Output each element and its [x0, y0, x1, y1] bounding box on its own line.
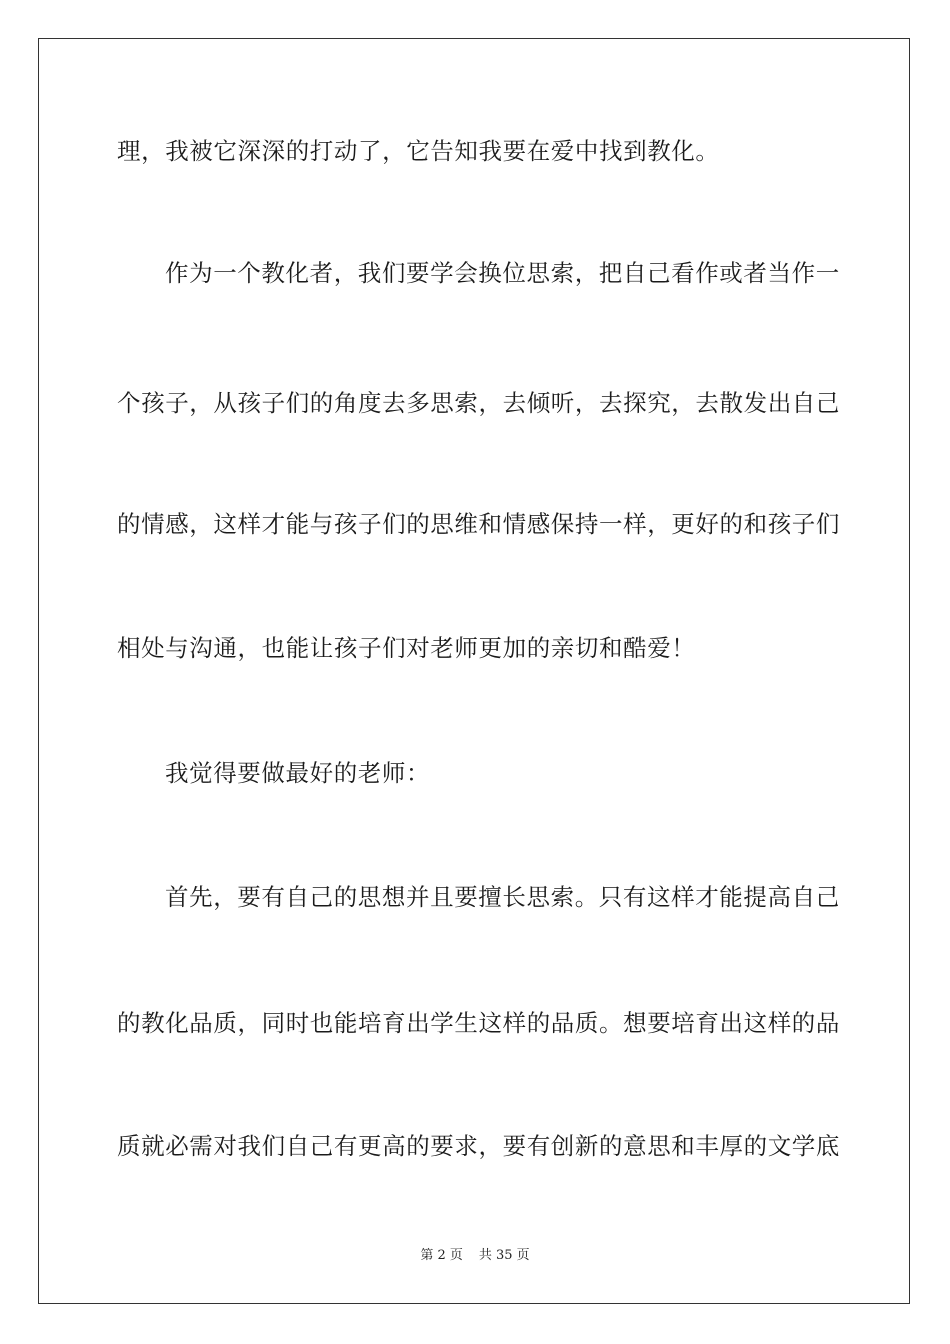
paragraph-line: 质就必需对我们自己有更高的要求，要有创新的意思和丰厚的文学底: [117, 1132, 840, 1160]
total-pages: 共 35 页: [478, 1248, 530, 1263]
paragraph-line: 个孩子，从孩子们的角度去多思索，去倾听，去探究，去散发出自己: [117, 389, 840, 417]
page-footer: [0, 1247, 950, 1265]
paragraph-line: 首先，要有自己的思想并且要擅长思索。只有这样才能提高自己: [165, 883, 840, 911]
paragraph-line: 相处与沟通，也能让孩子们对老师更加的亲切和酷爱！: [117, 634, 696, 662]
page-number: 第 2 页: [420, 1248, 463, 1263]
paragraph-line: 我觉得要做最好的老师：: [165, 759, 431, 787]
paragraph-line: 理，我被它深深的打动了，它告知我要在爱中找到教化。: [117, 137, 720, 165]
paragraph-line: 作为一个教化者，我们要学会换位思索，把自己看作或者当作一: [165, 259, 840, 287]
paragraph-line: 的教化品质，同时也能培育出学生这样的品质。想要培育出这样的品: [117, 1009, 840, 1037]
paragraph-line: 的情感，这样才能与孩子们的思维和情感保持一样，更好的和孩子们: [117, 510, 840, 538]
